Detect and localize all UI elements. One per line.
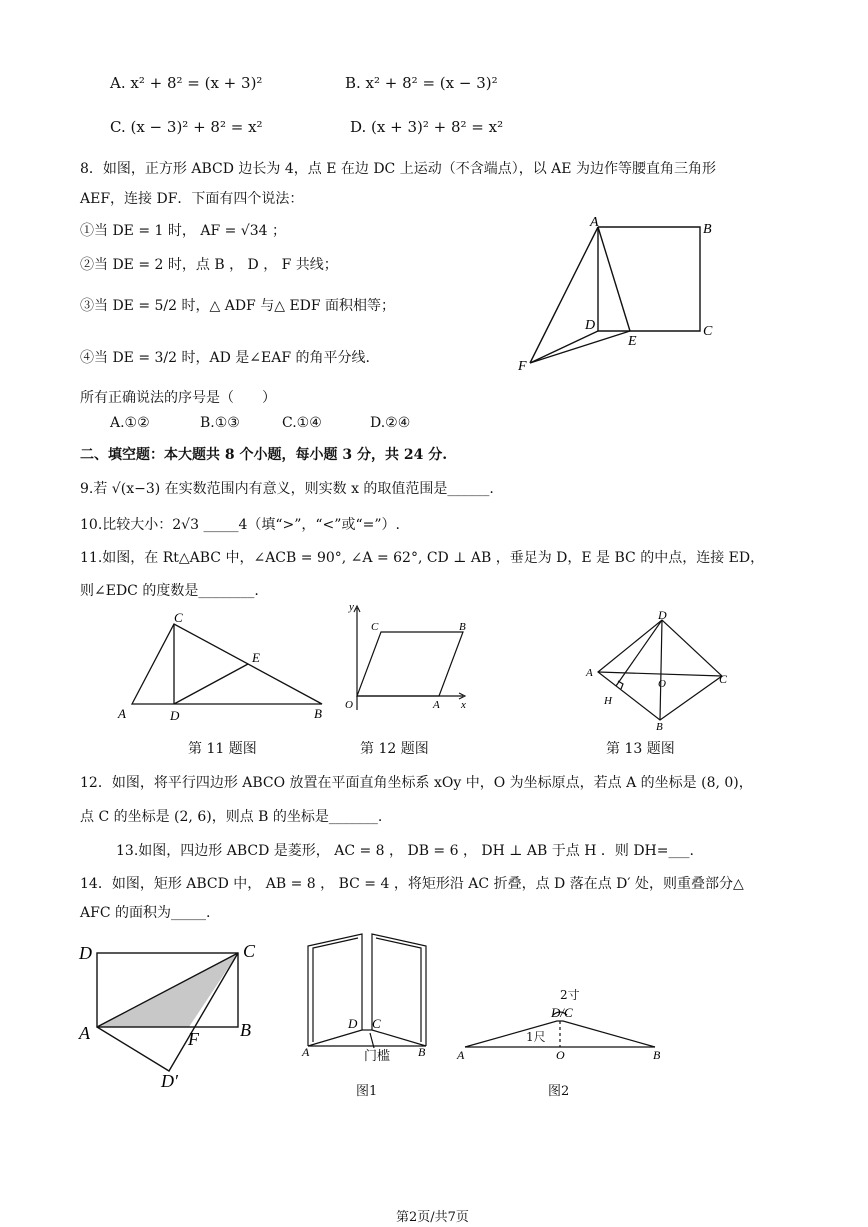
q14-figure: [75, 935, 275, 1090]
q14-label-C: C: [243, 941, 256, 961]
q8-stem-line1: 8．如图，正方形 ABCD 边长为 4，点 E 在边 DC 上运动（不含端点），以 AE 为边作等腰直角三角形: [80, 161, 716, 177]
q11-label-B: B: [314, 706, 322, 721]
q11-segment-DE: [174, 664, 248, 704]
q8-figure: [510, 215, 730, 380]
q8-statement-4: ④当 DE = 3/2 时，AD 是∠EAF 的角平分线.: [80, 350, 370, 366]
q8-label-D: D: [585, 318, 596, 333]
q14-label-A: A: [79, 1023, 90, 1043]
door1-label-C: C: [372, 1016, 381, 1031]
q14-label-F: F: [188, 1029, 199, 1049]
door-caption-2: 图2: [548, 1084, 570, 1099]
q8-option-d: D.②④: [370, 415, 411, 431]
q8-stem-line2: AEF，连接 DF．下面有四个说法：: [80, 191, 304, 207]
q13-label-A: A: [586, 667, 593, 679]
q13-label-H: H: [604, 695, 612, 707]
section2-heading: 二、填空题：本大题共 8 个小题，每小题 3 分，共 24 分.: [80, 447, 448, 463]
q12-label-y: y: [349, 601, 354, 613]
q8-segment-AF: [530, 227, 598, 363]
q8-label-B: B: [703, 222, 712, 237]
q13-figure: [582, 608, 742, 733]
door2-label-O: O: [556, 1048, 565, 1062]
q13-segment-DH: [616, 620, 662, 686]
door2-label-B: B: [653, 1048, 661, 1062]
q8-segment-AE: [598, 227, 630, 331]
q13-diagonal-DB: [660, 620, 662, 720]
q13-label-O: O: [658, 678, 666, 690]
q12-label-B: B: [459, 621, 466, 633]
q12-label-C: C: [371, 621, 379, 633]
door1-label-B: B: [418, 1045, 426, 1059]
q8-statement-2: ②当 DE = 2 时，点 B ， D ， F 共线；: [80, 257, 338, 273]
q8-segment-DF: [530, 331, 598, 363]
q8-label-C: C: [703, 324, 713, 339]
q8-option-b: B.①③: [200, 415, 240, 431]
q11-line2: 则∠EDC 的度数是________.: [80, 583, 259, 599]
door1-label-A: A: [302, 1045, 310, 1059]
q11-label-A: A: [118, 706, 126, 721]
q14-line1: 14．如图，矩形 ABCD 中， AB = 8 ， BC = 4 ，将矩形沿 AC 折叠，点 D 落在点 D′ 处，则重叠部分△: [80, 876, 744, 892]
q14-label-D: D: [79, 943, 92, 963]
q7-option-d: D. (x + 3)² + 8² = x²: [350, 118, 504, 136]
q14-line2: AFC 的面积为_____.: [80, 905, 211, 921]
page-footer: 第2页/共7页: [396, 1210, 469, 1225]
q9-text: 9.若 √(x−3) 在实数范围内有意义，则实数 x 的取值范围是______.: [80, 481, 494, 497]
door2-chi-label: 1尺: [526, 1030, 546, 1044]
q12-parallelogram: [357, 632, 463, 696]
door-right-inner: [376, 938, 421, 1042]
q12-line1: 12．如图，将平行四边形 ABCO 放置在平面直角坐标系 xOy 中，O 为坐标原点，若点 A 的坐标是 (8, 0)，: [80, 775, 753, 791]
q14-label-Dprime: D′: [161, 1071, 178, 1091]
door-caption-1: 图1: [356, 1084, 378, 1099]
q13-text: 13.如图，四边形 ABCD 是菱形， AC = 8 ， DB = 6 ， DH ⊥ AB 于点 H ．则 DH=___.: [116, 843, 694, 859]
q7-option-c: C. (x − 3)² + 8² = x²: [110, 118, 263, 136]
q8-option-c: C.①④: [282, 415, 322, 431]
q11-figure: [110, 610, 340, 730]
door1-label-D: D: [348, 1016, 358, 1031]
q8-label-E: E: [628, 334, 637, 349]
q13-caption: 第 13 题图: [606, 741, 675, 757]
q12-caption: 第 12 题图: [360, 741, 429, 757]
door2-label-DC: D/C: [551, 1005, 573, 1020]
q8-label-A: A: [590, 215, 599, 230]
q12-line2: 点 C 的坐标是 (2, 6)，则点 B 的坐标是_______.: [80, 809, 383, 825]
q8-statement-3: ③当 DE = 5/2 时，△ ADF 与△ EDF 面积相等；: [80, 298, 396, 314]
q13-label-B: B: [656, 721, 663, 733]
q7-option-b: B. x² + 8² = (x − 3)²: [345, 74, 498, 92]
q11-line1: 11.如图，在 Rt△ABC 中，∠ACB = 90°, ∠A = 62°, CD ⊥ AB ，垂足为 D，E 是 BC 的中点，连接 ED，: [80, 550, 765, 566]
q8-option-a: A.①②: [110, 415, 150, 431]
q11-triangle: [132, 624, 322, 704]
door-figure-1: [300, 930, 440, 1060]
q7-option-a: A. x² + 8² = (x + 3)²: [110, 74, 263, 92]
q12-figure: [335, 600, 485, 720]
q13-label-C: C: [719, 672, 728, 686]
door2-cun-label: 2寸: [560, 988, 580, 1002]
q8-statement-1: ①当 DE = 1 时， AF = √34 ；: [80, 223, 286, 239]
q11-label-E: E: [252, 650, 260, 665]
q12-label-O: O: [345, 699, 353, 711]
q12-label-A: A: [433, 699, 440, 711]
q12-label-x: x: [461, 699, 466, 711]
q13-label-D: D: [658, 608, 667, 622]
q11-caption: 第 11 题图: [188, 741, 257, 757]
q11-label-C: C: [174, 610, 183, 625]
q8-label-F: F: [518, 359, 527, 374]
q14-label-B: B: [240, 1020, 251, 1040]
q8-question: 所有正确说法的序号是（ ）: [80, 390, 276, 406]
q13-diagonal-AC: [598, 672, 722, 676]
door2-label-A: A: [457, 1048, 465, 1062]
q8-segment-EF: [530, 331, 630, 363]
door-threshold-label: 门槛: [364, 1049, 391, 1064]
q10-text: 10.比较大小：2√3 _____4（填“>”，“<”或“=”）.: [80, 517, 400, 533]
q11-label-D: D: [170, 708, 180, 723]
